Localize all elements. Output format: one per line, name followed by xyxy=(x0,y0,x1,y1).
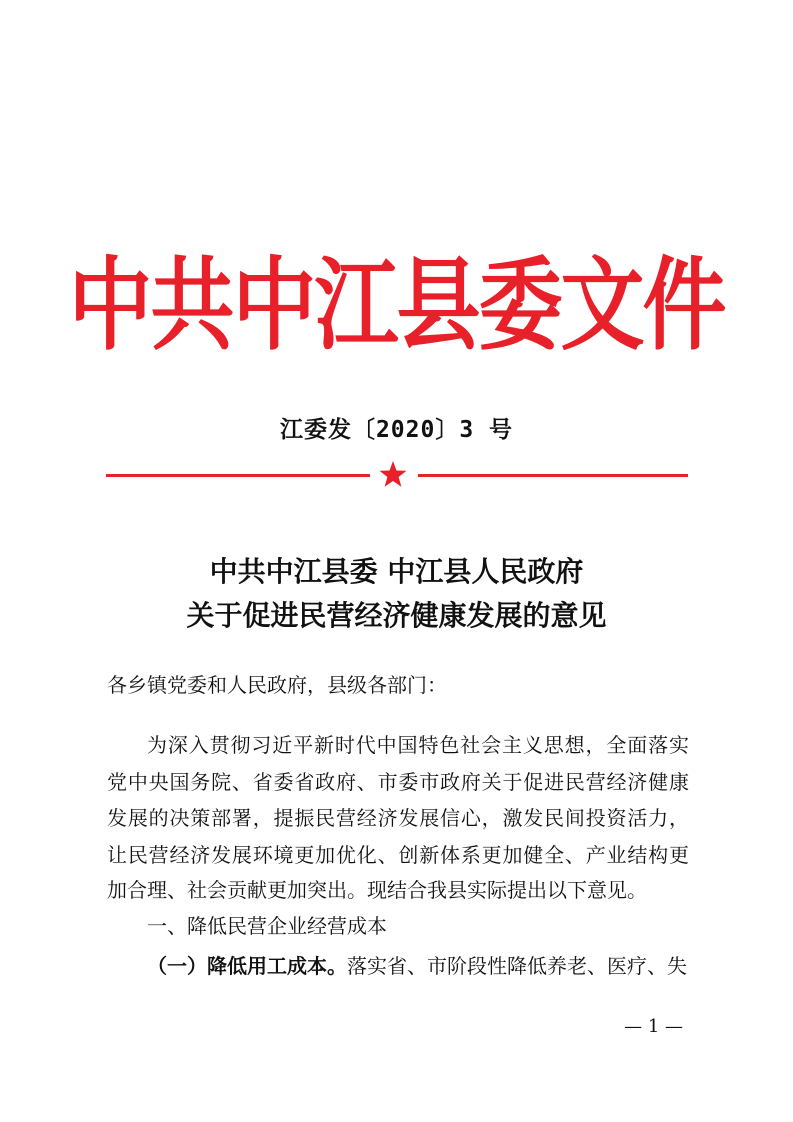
divider-line-right xyxy=(418,474,688,477)
page-number: — 1 — xyxy=(624,1016,683,1037)
document-number: 江委发〔2020〕3 号 xyxy=(279,417,514,443)
salutation: 各乡镇党委和人民政府，县级各部门： xyxy=(107,673,447,697)
subsection-paragraph xyxy=(147,956,689,976)
paragraph-line: 为深入贯彻习近平新时代中国特色社会主义思想，全面落实 xyxy=(147,733,689,757)
header-divider xyxy=(106,469,688,481)
paragraph-line: 让民营经济发展环境更加优化、创新体系更加健全、产业结构更 xyxy=(107,843,689,867)
subsection-text: 落实省、市阶段性降低养老、医疗、失 xyxy=(347,954,687,978)
paragraph-line: 党中央国务院、省委省政府、市委市政府关于促进民营经济健康 xyxy=(107,770,689,794)
section-heading: 一、降低民营企业经营成本 xyxy=(147,914,387,938)
paragraph-line: 加合理、社会贡献更加突出。现结合我县实际提出以下意见。 xyxy=(107,878,647,902)
divider-line-left xyxy=(106,474,370,477)
paragraph-line: 发展的决策部署，提振民营经济发展信心，激发民间投资活力， xyxy=(107,806,689,830)
document-title-line-2: 关于促进民营经济健康发展的意见 xyxy=(186,599,607,632)
document-title-line-1: 中共中江县委 中江县人民政府 xyxy=(209,555,584,588)
subsection-lead: （一）降低用工成本。 xyxy=(147,954,347,978)
star-icon xyxy=(378,460,408,488)
document-header-title: 中共中江县委文件 xyxy=(68,246,725,365)
